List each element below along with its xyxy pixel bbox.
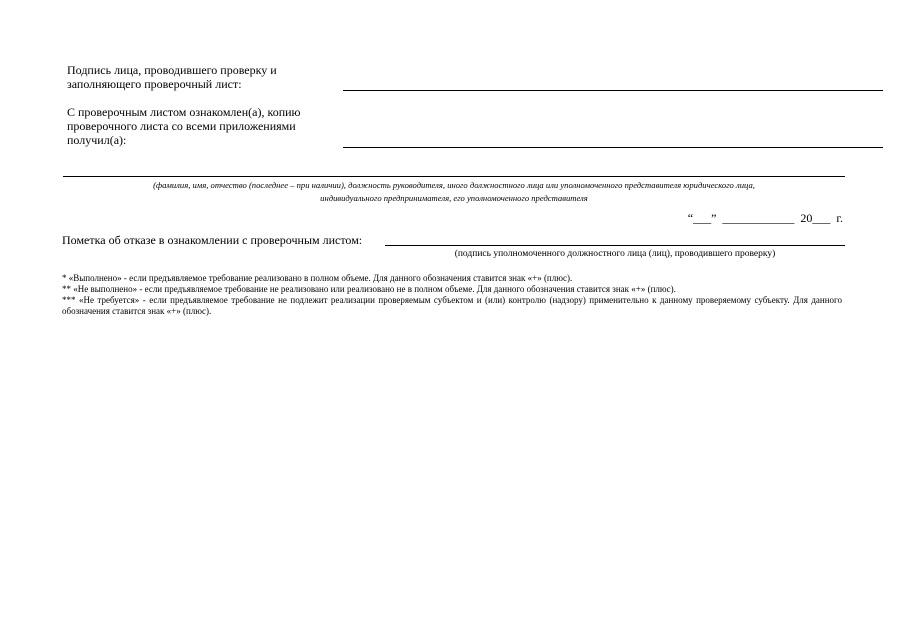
refusal-caption: (подпись уполномоченного должностного лица (лиц), проводившего проверку) (454, 249, 776, 259)
inspector-signature-label (67, 63, 337, 91)
acknowledgement-signature-line[interactable] (343, 147, 883, 148)
footnotes (62, 273, 842, 317)
representative-caption (63, 179, 845, 205)
ack-label-line2: проверочного листа со всеми приложениями (67, 119, 296, 133)
acknowledgement-label (67, 105, 337, 147)
refusal-signature-line[interactable] (385, 245, 845, 246)
ack-label-line3: получил(а): (67, 133, 127, 147)
inspector-label-line1: Подпись лица, проводившего проверку и (67, 63, 277, 77)
ack-label-line1: С проверочным листом ознакомлен(а), копию (67, 105, 301, 119)
representative-name-line[interactable] (63, 176, 845, 177)
footnote-2: ** «Не выполнено» - если предъявляемое требование не реализовано или реализовано не в полном объеме. Для данного обозначения ставится знак «+» (плюс). (62, 284, 676, 294)
representative-caption-line2: индивидуального предпринимателя, его уполномоченного представителя (320, 193, 588, 203)
refusal-label: Пометка об отказе в ознакомлении с проверочным листом: (62, 233, 363, 247)
inspector-label-line2: заполняющего проверочный лист: (67, 77, 242, 91)
footnote-3: *** «Не требуется» - если предъявляемое требование не подлежит реализации проверяемым субъектом и (или) контролю (надзору) применительно к данному проверяемому субъекту. Для данного обозначения ставится знак «+» (плюс). (62, 295, 842, 316)
representative-caption-line1: (фамилия, имя, отчество (последнее – при наличии), должность руководителя, иного должностного лица или уполномоченного представителя юридического лица, (153, 180, 755, 190)
date-field[interactable]: “___” ____________ 20___ г. (687, 211, 843, 225)
footnote-1: * «Выполнено» - если предъявляемое требование реализовано в полном объеме. Для данного обозначения ставится знак «+» (плюс). (62, 273, 573, 283)
inspector-signature-line[interactable] (343, 90, 883, 91)
